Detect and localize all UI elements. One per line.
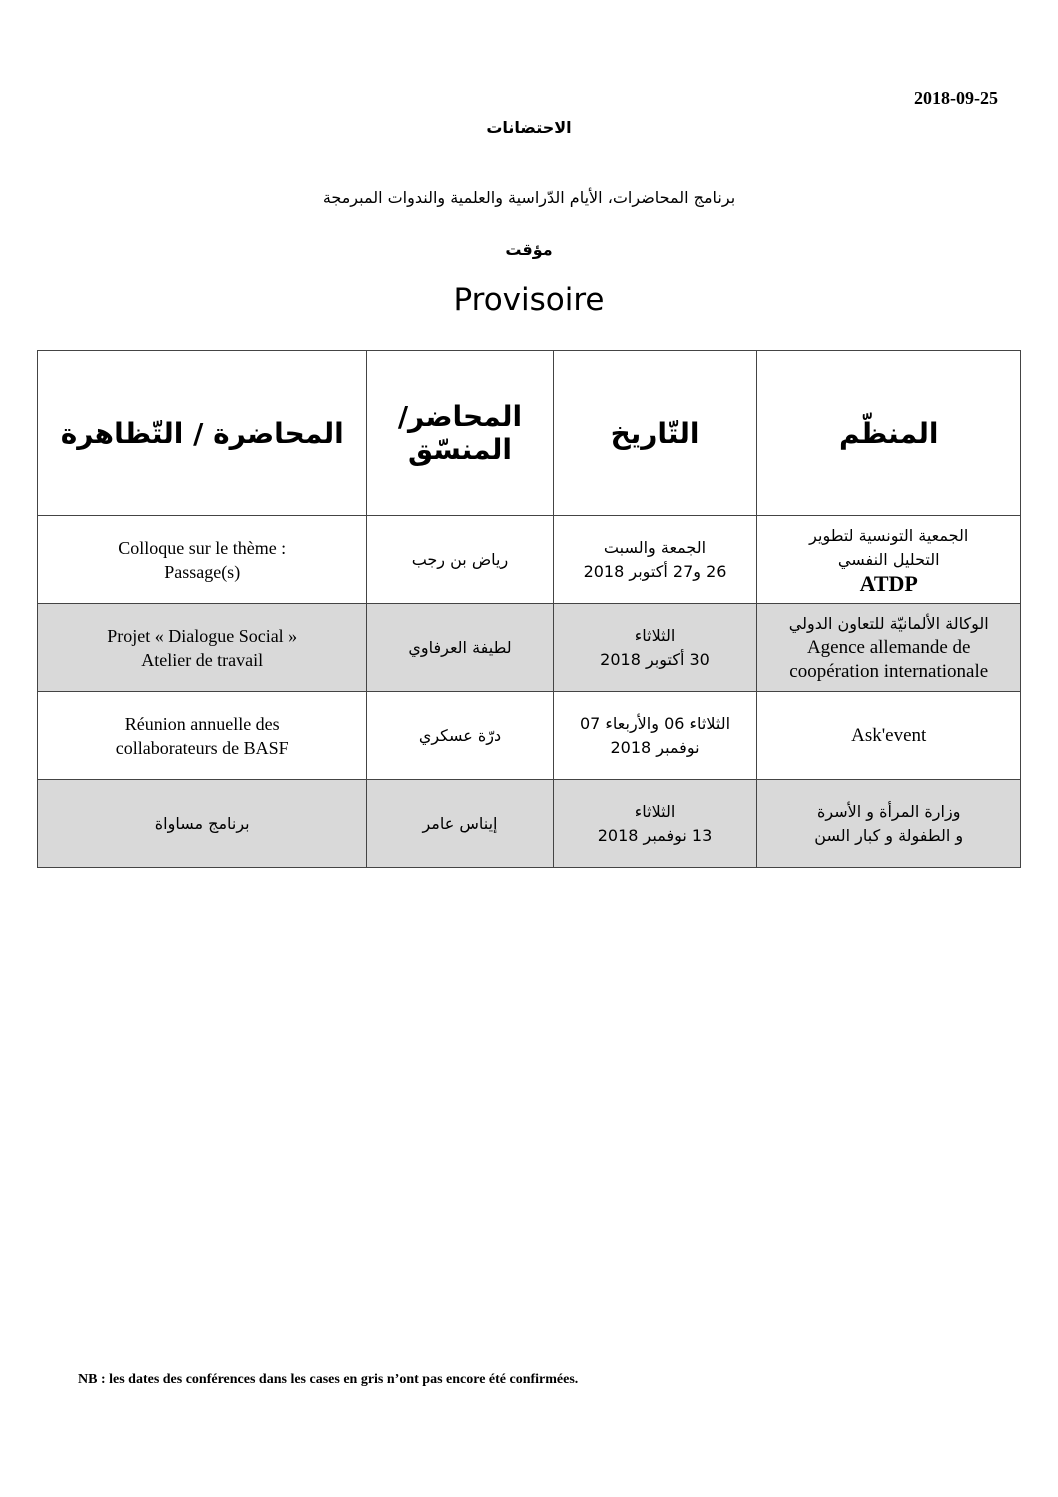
cell-date bbox=[553, 604, 757, 692]
cell-date-line: الثلاثاء 06 والأربعاء 07 bbox=[579, 713, 731, 733]
cell-conference-line: Atelier de travail bbox=[141, 649, 264, 670]
cell-date bbox=[553, 780, 757, 868]
cell-speaker-line: درّة عسكري bbox=[418, 725, 502, 745]
provisoire-label: Provisoire bbox=[453, 282, 605, 318]
cell-organizer bbox=[757, 692, 1021, 780]
cell-date-line: 30 أكتوبر 2018 bbox=[600, 649, 710, 669]
cell-speaker bbox=[367, 604, 553, 692]
header-speaker: المحاضر/ المنسّق bbox=[367, 351, 553, 516]
cell-conference-line: Réunion annuelle des bbox=[124, 713, 280, 734]
cell-speaker-line: رياض بن رجب bbox=[411, 549, 509, 569]
cell-speaker-line: إيناس عامر bbox=[422, 813, 498, 833]
cell-date-line: نوفمبر 2018 bbox=[610, 737, 700, 757]
program-table bbox=[37, 350, 1021, 868]
cell-speaker bbox=[367, 516, 553, 604]
cell-conference-line: Colloque sur le thème : bbox=[118, 537, 287, 558]
cell-date-line: 13 نوفمبر 2018 bbox=[597, 825, 713, 845]
cell-conference bbox=[38, 604, 367, 692]
page-title: الاحتضانات bbox=[486, 118, 572, 137]
cell-organizer bbox=[757, 516, 1021, 604]
cell-speaker bbox=[367, 780, 553, 868]
cell-date bbox=[553, 692, 757, 780]
header-conference: المحاضرة / التّظاهرة bbox=[38, 351, 367, 516]
cell-organizer-line: الجمعية التونسية لتطوير bbox=[809, 525, 969, 545]
cell-conference-line: برنامج مساواة bbox=[154, 813, 250, 833]
cell-conference bbox=[38, 780, 367, 868]
cell-organizer-line: ATDP bbox=[859, 570, 918, 596]
cell-date-line: 26 و27 أكتوبر 2018 bbox=[583, 561, 727, 581]
footnote: NB : les dates des conférences dans les cases en gris n’ont pas encore été confirmées. bbox=[78, 1372, 579, 1387]
cell-organizer-line: coopération internationale bbox=[789, 660, 989, 682]
table-row bbox=[38, 780, 1021, 868]
table-row bbox=[38, 516, 1021, 604]
document-date: 2018-09-25 bbox=[914, 88, 998, 108]
cell-date bbox=[553, 516, 757, 604]
cell-conference-line: Projet « Dialogue Social » bbox=[107, 625, 298, 646]
cell-conference bbox=[38, 692, 367, 780]
cell-organizer-line: Agence allemande de bbox=[806, 636, 971, 658]
cell-organizer bbox=[757, 604, 1021, 692]
cell-organizer-line: وزارة المرأة و الأسرة bbox=[817, 801, 961, 821]
cell-organizer-line: الوكالة الألمانيّة للتعاون الدولي bbox=[788, 613, 989, 633]
header-organizer: المنظّم bbox=[757, 351, 1021, 516]
cell-date-line: الجمعة والسبت bbox=[603, 537, 707, 557]
cell-date-line: الثلاثاء bbox=[634, 801, 676, 821]
cell-speaker bbox=[367, 692, 553, 780]
table-row bbox=[38, 692, 1021, 780]
cell-conference-line: Passage(s) bbox=[164, 561, 241, 582]
cell-organizer-line: و الطفولة و كبار السن bbox=[814, 825, 964, 845]
cell-conference bbox=[38, 516, 367, 604]
cell-date-line: الثلاثاء bbox=[634, 625, 676, 645]
page-subtitle: برنامج المحاضرات، الأيام الدّراسية والعلمية والندوات المبرمجة bbox=[322, 188, 736, 207]
table-header-row bbox=[38, 351, 1021, 516]
cell-speaker-line: لطيفة العرفاوي bbox=[408, 637, 512, 657]
table-row bbox=[38, 604, 1021, 692]
cell-conference-line: collaborateurs de BASF bbox=[115, 737, 289, 758]
cell-organizer-line: التحليل النفسي bbox=[837, 549, 940, 569]
header-date: التّاريخ bbox=[553, 351, 757, 516]
cell-organizer bbox=[757, 780, 1021, 868]
temporary-label: مؤقت bbox=[505, 240, 553, 259]
cell-organizer-line: Ask'event bbox=[851, 724, 927, 746]
